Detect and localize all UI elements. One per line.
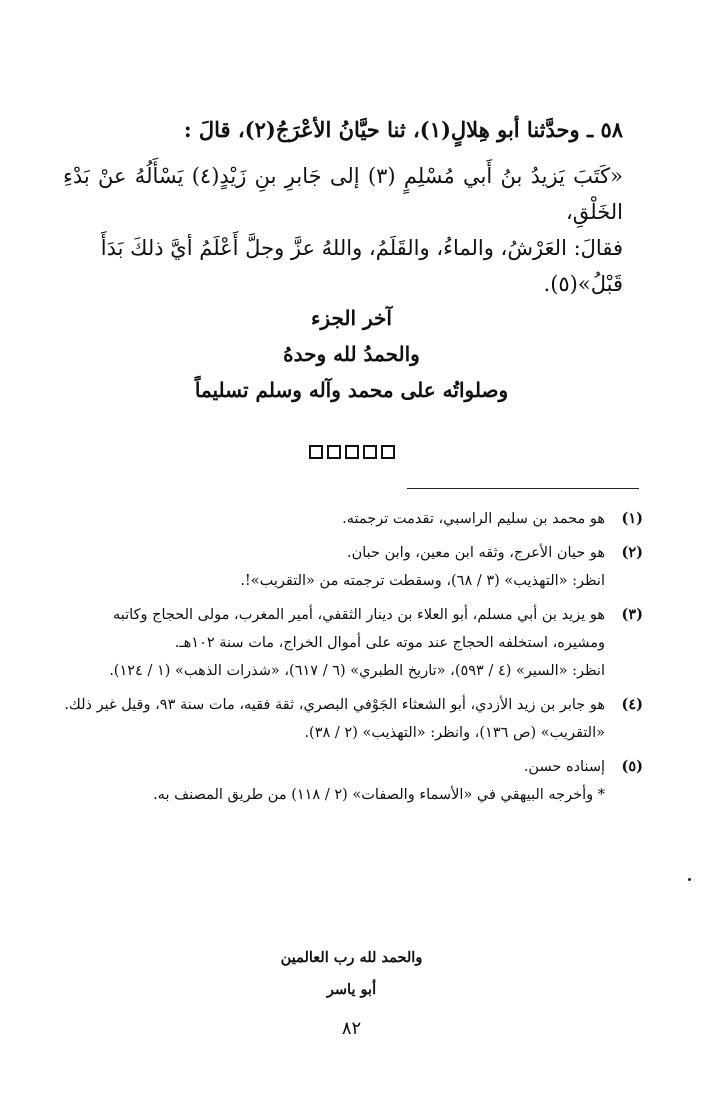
footnote-line: هو جابر بن زيد الأزدي، أبو الشعثاء الجَوْفي البصري، ثقة فقيه، مات سنة ٩٣، وقيل غير ذلك.: [64, 697, 605, 713]
footnote-number: (٢): [621, 544, 643, 561]
footnote-body: [61, 601, 605, 685]
footnote-line: هو حيان الأعرج، وثقه ابن معين، وابن حبان.: [346, 545, 605, 561]
footnote-line: انظر: «التهذيب» (٣ / ٦٨)، وسقطت ترجمته من «التقريب»!.: [240, 573, 605, 589]
footnote: [61, 601, 643, 685]
part-ending: [0, 300, 703, 408]
footnote-body: [61, 539, 605, 595]
page-number: ٨٢: [341, 1018, 362, 1039]
ornament-box: [345, 445, 359, 459]
closing-praise: والحمد لله رب العالمين: [280, 949, 423, 966]
ornament-box: [327, 445, 341, 459]
hadith-text-line: قَبْلُ»(٥).: [543, 272, 623, 296]
hadith-text-line: «كَتَبَ يَزيدُ بنُ أَبي مُسْلِمٍ (٣) إلى جَابرِ بنِ زَيْدٍ(٤) يَسْأَلُهُ عنْ بَدْءِ الخَلْقِ،: [63, 164, 623, 224]
footnote-number: (٥): [621, 758, 643, 775]
ornament-box: [363, 445, 377, 459]
footnote: [61, 505, 643, 533]
hadith-block: [63, 112, 623, 302]
section-ornament: [0, 445, 703, 459]
footnote-body: [61, 691, 605, 747]
ending-title: آخر الجزء: [311, 306, 392, 330]
footnote-body: [61, 753, 605, 809]
footnote: [61, 539, 643, 595]
scan-speck: [688, 878, 691, 881]
footnotes: [61, 505, 643, 815]
ornament-box: [381, 445, 395, 459]
hadith-text-line: فقالَ: العَرْشُ، والماءُ، والقَلَمُ، واللهُ عزَّ وجلَّ أَعْلَمُ أيَّ ذلكَ بَدَأَ: [100, 236, 623, 260]
footnote-divider: [407, 488, 639, 489]
footnote-number: (٤): [621, 696, 643, 713]
footnote: [61, 691, 643, 747]
footnote-number: (٣): [621, 606, 643, 623]
footnote-line: «التقريب» (ص ١٣٦)، وانظر: «التهذيب» (٢ / ٣٨).: [304, 725, 605, 741]
footnote-number: (١): [621, 510, 643, 527]
closing: [0, 942, 703, 1006]
ending-salutation: وصلواتُه على محمد وآله وسلم تسليماً: [194, 378, 509, 402]
footnote-line: هو محمد بن سليم الراسبي، تقدمت ترجمته.: [342, 511, 605, 527]
footnote: [61, 753, 643, 809]
footnote-line: هو يزيد بن أبي مسلم، أبو العلاء بن دينار الثقفي، أمير المغرب، مولى الحجاج وكاتبه ومشيره، استخلفه الحجاج عند موته على أموال الخراج، مات سنة ١٠٢هـ.: [112, 607, 605, 651]
ornament-box: [309, 445, 323, 459]
closing-author: أبو ياسر: [326, 981, 377, 998]
hadith-text: [63, 158, 623, 302]
hadith-header: ٥٨ ـ وحدَّثنا أبو هِلالٍ(١)، ثنا حيَّانُ الأعْرَجُ(٢)، قالَ :: [183, 117, 623, 142]
footnote-line: انظر: «السير» (٤ / ٥٩٣)، «تاريخ الطبري» (٦ / ٦١٧)، «شذرات الذهب» (١ / ١٢٤).: [109, 663, 605, 679]
footnote-line: إسناده حسن.: [523, 759, 605, 775]
ending-praise: والحمدُ لله وحدهُ: [283, 342, 420, 366]
footnote-body: [61, 505, 605, 533]
footnote-line: * وأخرجه البيهقي في «الأسماء والصفات» (٢ / ١١٨) من طريق المصنف به.: [153, 787, 605, 803]
